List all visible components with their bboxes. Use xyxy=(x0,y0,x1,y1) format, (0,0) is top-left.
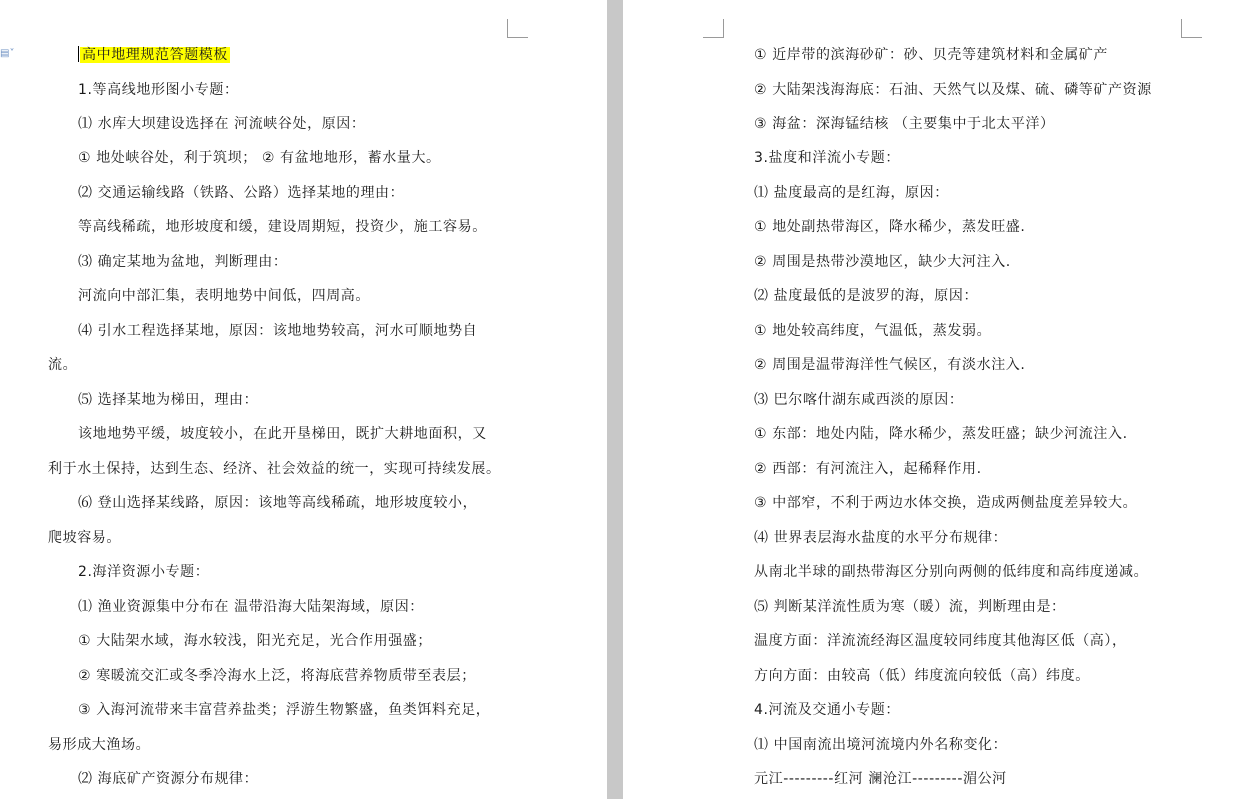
question-line[interactable]: ⑸ 判断某洋流性质为寒（暖）流，判断理由是： xyxy=(754,599,1066,615)
answer-line[interactable]: 温度方面：洋流流经海区温度较同纬度其他海区低（高）， xyxy=(754,633,1127,649)
text-cursor xyxy=(78,46,79,62)
question-line[interactable]: ⑴ 水库大坝建设选择在 河流峡谷处，原因： xyxy=(78,116,366,132)
paragraph-line[interactable]: 利于水土保持，达到生态、经济、社会效益的统一，实现可持续发展。 xyxy=(48,461,501,477)
question-line[interactable]: ⑴ 盐度最高的是红海，原因： xyxy=(754,185,949,201)
document-page-right[interactable] xyxy=(623,0,1243,799)
answer-line[interactable]: ① 东部：地处内陆，降水稀少，蒸发旺盛；缺少河流注入. xyxy=(754,426,1128,442)
answer-line[interactable]: ② 周围是温带海洋性气候区，有淡水注入. xyxy=(754,357,1026,373)
answer-line[interactable]: ① 近岸带的滨海砂矿：砂、贝壳等建筑材料和金属矿产 xyxy=(754,47,1108,63)
answer-line[interactable]: 方向方面：由较高（低）纬度流向较低（高）纬度。 xyxy=(754,668,1090,684)
answer-line[interactable]: ① 地处较高纬度，气温低，蒸发弱。 xyxy=(754,323,992,339)
answer-line[interactable]: ③ 入海河流带来丰富营养盐类；浮游生物繁盛，鱼类饵料充足， xyxy=(78,702,491,718)
section-heading[interactable]: 4.河流及交通小专题： xyxy=(754,702,900,718)
section-heading[interactable]: 3.盐度和洋流小专题： xyxy=(754,150,900,166)
answer-line[interactable]: ① 地处峡谷处，利于筑坝； ② 有盆地地形，蓄水量大。 xyxy=(78,150,441,166)
paragraph-line[interactable]: 流。 xyxy=(48,357,78,373)
question-line[interactable]: ⑹ 登山选择某线路，原因：该地等高线稀疏，地形坡度较小， xyxy=(78,495,478,511)
page-corner-mark xyxy=(507,19,528,38)
answer-line[interactable]: ① 地处副热带海区，降水稀少，蒸发旺盛. xyxy=(754,219,1026,235)
question-line[interactable]: ⑸ 选择某地为梯田，理由： xyxy=(78,392,259,408)
question-line[interactable]: ⑶ 确定某地为盆地，判断理由： xyxy=(78,254,288,270)
page-corner-mark xyxy=(1181,19,1202,38)
answer-line[interactable]: ① 大陆架水域，海水较浅，阳光充足，光合作用强盛； xyxy=(78,633,432,649)
page-gutter xyxy=(607,0,623,799)
page-corner-mark xyxy=(703,19,724,38)
answer-line[interactable]: 等高线稀疏，地形坡度和缓，建设周期短，投资少，施工容易。 xyxy=(78,219,487,235)
section-heading[interactable]: 1.等高线地形图小专题： xyxy=(78,82,239,98)
question-line[interactable]: ⑷ 世界表层海水盐度的水平分布规律： xyxy=(754,530,1008,546)
answer-line[interactable]: ③ 海盆：深海锰结核 （主要集中于北太平洋） xyxy=(754,116,1055,132)
answer-line[interactable]: ③ 中部窄，不利于两边水体交换，造成两侧盐度差异较大。 xyxy=(754,495,1138,511)
question-line[interactable]: ⑵ 盐度最低的是波罗的海，原因： xyxy=(754,288,979,304)
answer-line[interactable]: ② 周围是热带沙漠地区，缺少大河注入. xyxy=(754,254,1011,270)
question-line[interactable]: ⑶ 巴尔喀什湖东咸西淡的原因： xyxy=(754,392,964,408)
answer-line[interactable]: 从南北半球的副热带海区分别向两侧的低纬度和高纬度递减。 xyxy=(754,564,1149,580)
question-line[interactable]: ⑴ 渔业资源集中分布在 温带沿海大陆架海域，原因： xyxy=(78,599,424,615)
answer-line[interactable]: ② 大陆架浅海海底：石油、天然气以及煤、硫、磷等矿产资源 xyxy=(754,82,1152,98)
answer-line[interactable]: 元江---------红河 澜沧江---------湄公河 xyxy=(754,771,1007,787)
document-page-left[interactable] xyxy=(0,0,607,799)
question-line[interactable]: ⑷ 引水工程选择某地，原因：该地地势较高，河水可顺地势自 xyxy=(78,323,478,339)
question-line[interactable]: ⑴ 中国南流出境河流境内外名称变化： xyxy=(754,737,1008,753)
paragraph-line[interactable]: 易形成大渔场。 xyxy=(48,737,151,753)
section-heading[interactable]: 2.海洋资源小专题： xyxy=(78,564,210,580)
document-title[interactable]: 高中地理规范答题模板 xyxy=(78,45,230,65)
question-line[interactable]: ⑵ 交通运输线路（铁路、公路）选择某地的理由： xyxy=(78,185,405,201)
answer-line[interactable]: ② 西部：有河流注入，起稀释作用. xyxy=(754,461,982,477)
answer-line[interactable]: 河流向中部汇集，表明地势中间低，四周高。 xyxy=(78,288,370,304)
question-line[interactable]: ⑵ 海底矿产资源分布规律： xyxy=(78,771,259,787)
answer-line[interactable]: 该地地势平缓，坡度较小，在此开垦梯田，既扩大耕地面积，又 xyxy=(78,426,487,442)
paragraph-line[interactable]: 爬坡容易。 xyxy=(48,530,121,546)
paste-options-icon[interactable]: ▤˅ xyxy=(0,48,15,59)
answer-line[interactable]: ② 寒暖流交汇或冬季冷海水上泛，将海底营养物质带至表层； xyxy=(78,668,476,684)
